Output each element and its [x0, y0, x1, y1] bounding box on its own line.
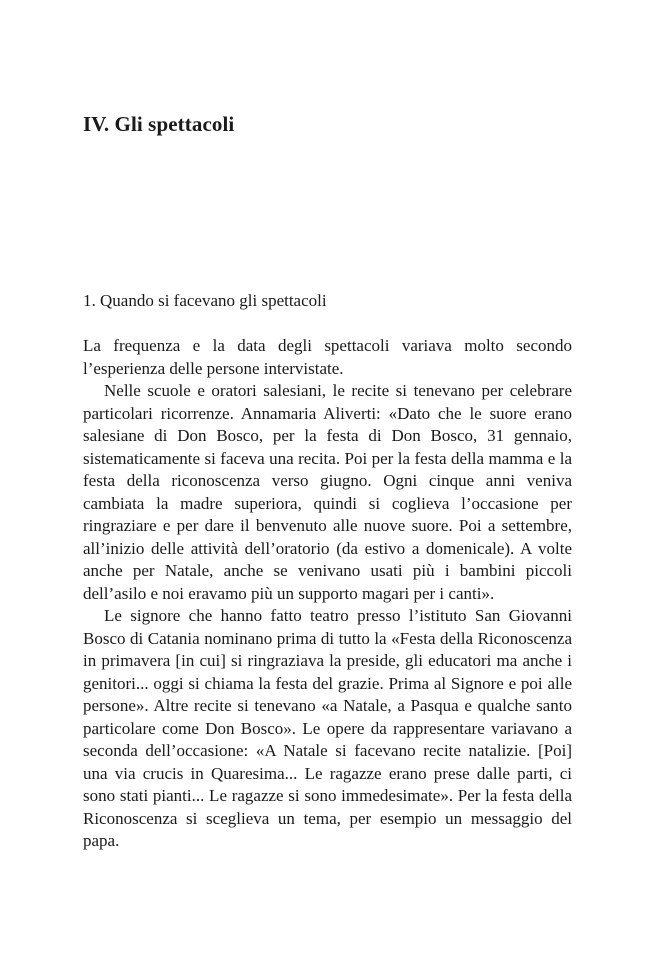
paragraph-intro: La frequenza e la data degli spettacoli variava molto secondo l’esperienza delle persone intervistate. — [83, 336, 572, 378]
paragraph-catania-institute: Le signore che hanno fatto teatro presso l’istituto San Giovanni Bosco di Catania nominano prima di tutto la «Festa della Riconoscenza in primavera [in cui] si ringraziava la preside, gli educatori ma anche i genitori... oggi si chiama la festa del grazie. Prima al Signore e poi alle persone». Altre recite si tenevano «a Natale, a Pasqua e qualche santo particolare come Don Bosco». Le opere da rappresentare variavano a seconda dell’occasione: «A Natale si facevano recite natalizie. [Poi] una via crucis in Quaresima... Le ragazze erano prese dalle parti, ci sono stati pianti... Le ragazze si sono immedesimate». Per la festa della Riconoscenza si sceglieva un tema, per esempio un messaggio del papa. — [83, 606, 572, 850]
chapter-title: IV. Gli spettacoli — [83, 112, 235, 136]
paragraph-salesian-schools: Nelle scuole e oratori salesiani, le recite si tenevano per celebrare particolari ricorrenze. Annamaria Aliverti: «Dato che le suore erano salesiane di Don Bosco, per la festa di Don Bosco, 31 gennaio, sistematicamente si faceva una recita. Poi per la festa della mamma e la festa della riconoscenza verso giugno. Ogni cinque anni veniva cambiata la madre superiora, quindi si coglieva l’occasione per ringraziare e per dare il benvenuto alle nuove suore. Poi a settembre, all’inizio delle attività dell’oratorio (da estivo a domenicale). A volte anche per Natale, anche se venivano usati più i bambini piccoli dell’asilo e noi eravamo più un supporto magari per i canti». — [83, 381, 572, 603]
book-page — [83, 0, 572, 975]
section-title: 1. Quando si facevano gli spettacoli — [83, 291, 327, 310]
body-text — [83, 335, 572, 853]
